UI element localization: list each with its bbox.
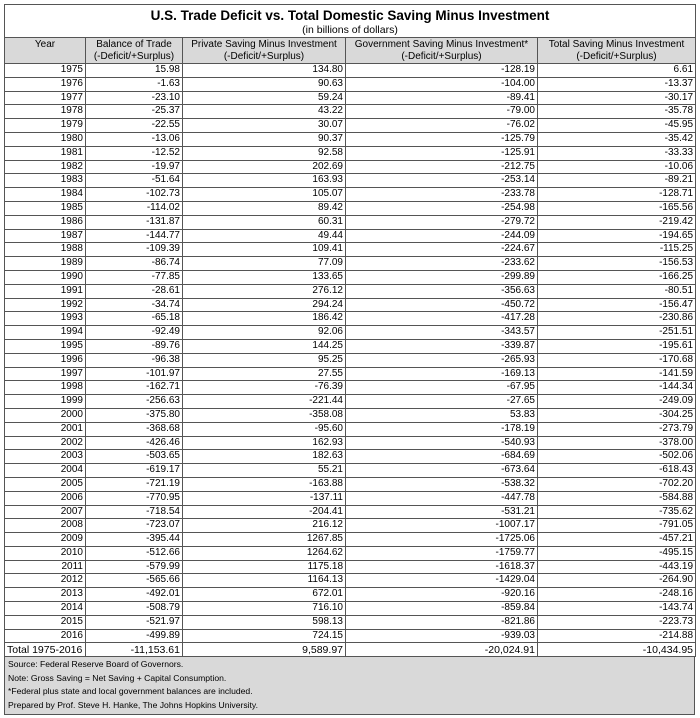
- cell-private-saving: 1264.62: [183, 546, 346, 560]
- column-header-row: [5, 38, 696, 64]
- cell-private-saving: 1267.85: [183, 533, 346, 547]
- cell-private-saving: 186.42: [183, 312, 346, 326]
- cell-year: 2013: [5, 588, 86, 602]
- cell-year: 1981: [5, 146, 86, 160]
- cell-total-saving: -248.16: [538, 588, 696, 602]
- table-row: [5, 367, 696, 381]
- cell-balance-of-trade: -565.66: [86, 574, 183, 588]
- cell-government-saving: -233.62: [346, 257, 538, 271]
- cell-balance-of-trade: -101.97: [86, 367, 183, 381]
- cell-private-saving: 105.07: [183, 188, 346, 202]
- column-header-balance-of-trade: Balance of Trade (-Deficit/+Surplus): [86, 38, 183, 64]
- cell-year: 1986: [5, 215, 86, 229]
- cell-balance-of-trade: -499.89: [86, 629, 183, 643]
- cell-year: 1977: [5, 91, 86, 105]
- cell-total-saving: -273.79: [538, 422, 696, 436]
- cell-total-saving: -80.51: [538, 284, 696, 298]
- cell-balance-of-trade: -131.87: [86, 215, 183, 229]
- cell-balance-of-trade: -12.52: [86, 146, 183, 160]
- cell-total-saving: -251.51: [538, 326, 696, 340]
- cell-total-saving: -223.73: [538, 615, 696, 629]
- cell-total-saving: -304.25: [538, 408, 696, 422]
- cell-year: 2015: [5, 615, 86, 629]
- cell-government-saving: -128.19: [346, 64, 538, 78]
- cell-government-saving: -531.21: [346, 505, 538, 519]
- cell-private-saving: -76.39: [183, 381, 346, 395]
- cell-private-saving: 163.93: [183, 174, 346, 188]
- cell-government-saving: -939.03: [346, 629, 538, 643]
- cell-private-saving: 294.24: [183, 298, 346, 312]
- cell-balance-of-trade: -89.76: [86, 339, 183, 353]
- source-note: Source: Federal Reserve Board of Governors.: [8, 659, 184, 670]
- cell-private-saving: 1175.18: [183, 560, 346, 574]
- table-row: [5, 436, 696, 450]
- cell-year: 1998: [5, 381, 86, 395]
- cell-total-saving: -170.68: [538, 353, 696, 367]
- cell-total-saving: -195.61: [538, 339, 696, 353]
- cell-balance-of-trade: -503.65: [86, 450, 183, 464]
- cell-private-saving: 1164.13: [183, 574, 346, 588]
- table-row: [5, 284, 696, 298]
- footnotes: [4, 657, 695, 715]
- cell-government-saving: -279.72: [346, 215, 538, 229]
- cell-private-saving: 133.65: [183, 270, 346, 284]
- table-row: [5, 339, 696, 353]
- table-row: [5, 546, 696, 560]
- cell-private-saving: 59.24: [183, 91, 346, 105]
- gross-saving-note: Note: Gross Saving = Net Saving + Capital Consumption.: [8, 672, 227, 683]
- cell-private-saving: -163.88: [183, 477, 346, 491]
- table-row: [5, 381, 696, 395]
- cell-total-saving: -115.25: [538, 243, 696, 257]
- cell-private-saving: 92.58: [183, 146, 346, 160]
- cell-private-saving: 276.12: [183, 284, 346, 298]
- cell-balance-of-trade: -512.66: [86, 546, 183, 560]
- cell-private-saving: 27.55: [183, 367, 346, 381]
- cell-total-saving: -502.06: [538, 450, 696, 464]
- cell-total-saving: -214.88: [538, 629, 696, 643]
- cell-total-saving: -35.42: [538, 132, 696, 146]
- table-row: [5, 395, 696, 409]
- cell-balance-of-trade: -368.68: [86, 422, 183, 436]
- table-row: [5, 574, 696, 588]
- cell-balance-of-trade: -109.39: [86, 243, 183, 257]
- cell-balance-of-trade: -22.55: [86, 119, 183, 133]
- cell-balance-of-trade: -375.80: [86, 408, 183, 422]
- cell-government-saving: -299.89: [346, 270, 538, 284]
- table-row: [5, 160, 696, 174]
- cell-year: 1988: [5, 243, 86, 257]
- cell-government-saving: -684.69: [346, 450, 538, 464]
- cell-government-saving: -254.98: [346, 201, 538, 215]
- cell-year: 2012: [5, 574, 86, 588]
- cell-private-saving: -204.41: [183, 505, 346, 519]
- table-row: [5, 77, 696, 91]
- cell-total-saving: -156.53: [538, 257, 696, 271]
- cell-balance-of-trade: -162.71: [86, 381, 183, 395]
- cell-government-saving: -224.67: [346, 243, 538, 257]
- cell-total-saving: -35.78: [538, 105, 696, 119]
- cell-total-saving: -128.71: [538, 188, 696, 202]
- cell-private-saving: 92.06: [183, 326, 346, 340]
- cell-balance-of-trade: -19.97: [86, 160, 183, 174]
- table-row: [5, 64, 696, 78]
- cell-total-saving: -230.86: [538, 312, 696, 326]
- cell-government-saving: -125.91: [346, 146, 538, 160]
- cell-total-saving: -13.37: [538, 77, 696, 91]
- cell-year: 1982: [5, 160, 86, 174]
- cell-total-saving: -89.21: [538, 174, 696, 188]
- cell-government-saving: -104.00: [346, 77, 538, 91]
- cell-total-saving: -30.17: [538, 91, 696, 105]
- cell-year: 1978: [5, 105, 86, 119]
- total-balance-of-trade: -11,153.61: [86, 643, 183, 657]
- cell-balance-of-trade: -28.61: [86, 284, 183, 298]
- cell-government-saving: -1759.77: [346, 546, 538, 560]
- cell-year: 1985: [5, 201, 86, 215]
- table-row: [5, 312, 696, 326]
- cell-private-saving: 30.07: [183, 119, 346, 133]
- cell-year: 1994: [5, 326, 86, 340]
- cell-balance-of-trade: -96.38: [86, 353, 183, 367]
- column-header-total-saving: Total Saving Minus Investment (-Deficit/+Surplus): [538, 38, 696, 64]
- cell-year: 2003: [5, 450, 86, 464]
- cell-total-saving: -618.43: [538, 464, 696, 478]
- cell-private-saving: 55.21: [183, 464, 346, 478]
- cell-government-saving: -920.16: [346, 588, 538, 602]
- cell-balance-of-trade: -619.17: [86, 464, 183, 478]
- column-header-year: Year: [5, 38, 86, 64]
- cell-total-saving: -165.56: [538, 201, 696, 215]
- cell-total-saving: -249.09: [538, 395, 696, 409]
- cell-balance-of-trade: -102.73: [86, 188, 183, 202]
- table-row: [5, 588, 696, 602]
- cell-year: 1992: [5, 298, 86, 312]
- cell-year: 2006: [5, 491, 86, 505]
- table-row: [5, 533, 696, 547]
- cell-balance-of-trade: -579.99: [86, 560, 183, 574]
- cell-balance-of-trade: -1.63: [86, 77, 183, 91]
- cell-total-saving: -166.25: [538, 270, 696, 284]
- cell-total-saving: -219.42: [538, 215, 696, 229]
- cell-private-saving: -358.08: [183, 408, 346, 422]
- cell-balance-of-trade: -770.95: [86, 491, 183, 505]
- cell-year: 1984: [5, 188, 86, 202]
- cell-total-saving: -443.19: [538, 560, 696, 574]
- cell-government-saving: -673.64: [346, 464, 538, 478]
- table-row: [5, 477, 696, 491]
- total-row: [5, 643, 696, 657]
- cell-private-saving: 134.80: [183, 64, 346, 78]
- cell-private-saving: 202.69: [183, 160, 346, 174]
- cell-government-saving: -212.75: [346, 160, 538, 174]
- cell-year: 1999: [5, 395, 86, 409]
- table-row: [5, 105, 696, 119]
- cell-year: 1993: [5, 312, 86, 326]
- table-row: [5, 174, 696, 188]
- cell-government-saving: -450.72: [346, 298, 538, 312]
- cell-government-saving: -1429.04: [346, 574, 538, 588]
- cell-total-saving: -378.00: [538, 436, 696, 450]
- cell-government-saving: -447.78: [346, 491, 538, 505]
- cell-government-saving: -343.57: [346, 326, 538, 340]
- cell-government-saving: -339.87: [346, 339, 538, 353]
- cell-total-saving: -141.59: [538, 367, 696, 381]
- cell-year: 1990: [5, 270, 86, 284]
- cell-total-saving: -791.05: [538, 519, 696, 533]
- cell-private-saving: 60.31: [183, 215, 346, 229]
- cell-private-saving: -221.44: [183, 395, 346, 409]
- cell-balance-of-trade: -492.01: [86, 588, 183, 602]
- total-total-saving: -10,434.95: [538, 643, 696, 657]
- cell-government-saving: -821.86: [346, 615, 538, 629]
- cell-year: 1995: [5, 339, 86, 353]
- cell-balance-of-trade: -13.06: [86, 132, 183, 146]
- table-row: [5, 188, 696, 202]
- cell-private-saving: 724.15: [183, 629, 346, 643]
- cell-private-saving: 598.13: [183, 615, 346, 629]
- table-row: [5, 229, 696, 243]
- table-title: U.S. Trade Deficit vs. Total Domestic Saving Minus Investment: [150, 8, 550, 23]
- cell-balance-of-trade: -395.44: [86, 533, 183, 547]
- cell-private-saving: -137.11: [183, 491, 346, 505]
- cell-government-saving: -1007.17: [346, 519, 538, 533]
- table-row: [5, 491, 696, 505]
- cell-year: 1991: [5, 284, 86, 298]
- trade-deficit-table-document: [4, 4, 695, 715]
- cell-balance-of-trade: -718.54: [86, 505, 183, 519]
- cell-total-saving: -702.20: [538, 477, 696, 491]
- cell-total-saving: -194.65: [538, 229, 696, 243]
- cell-government-saving: -79.00: [346, 105, 538, 119]
- table-row: [5, 560, 696, 574]
- cell-total-saving: -457.21: [538, 533, 696, 547]
- cell-government-saving: -538.32: [346, 477, 538, 491]
- cell-balance-of-trade: -23.10: [86, 91, 183, 105]
- data-table: [4, 4, 696, 657]
- cell-balance-of-trade: -521.97: [86, 615, 183, 629]
- cell-government-saving: -169.13: [346, 367, 538, 381]
- cell-balance-of-trade: -25.37: [86, 105, 183, 119]
- cell-balance-of-trade: -34.74: [86, 298, 183, 312]
- cell-private-saving: 216.12: [183, 519, 346, 533]
- cell-balance-of-trade: -92.49: [86, 326, 183, 340]
- cell-private-saving: 77.09: [183, 257, 346, 271]
- table-row: [5, 629, 696, 643]
- cell-total-saving: -495.15: [538, 546, 696, 560]
- cell-total-saving: -735.62: [538, 505, 696, 519]
- total-government-saving: -20,024.91: [346, 643, 538, 657]
- cell-balance-of-trade: -77.85: [86, 270, 183, 284]
- cell-year: 2010: [5, 546, 86, 560]
- cell-private-saving: 49.44: [183, 229, 346, 243]
- cell-year: 2000: [5, 408, 86, 422]
- cell-year: 1975: [5, 64, 86, 78]
- table-row: [5, 146, 696, 160]
- cell-year: 1980: [5, 132, 86, 146]
- cell-total-saving: -33.33: [538, 146, 696, 160]
- cell-year: 1979: [5, 119, 86, 133]
- cell-private-saving: 89.42: [183, 201, 346, 215]
- cell-balance-of-trade: -721.19: [86, 477, 183, 491]
- cell-private-saving: 90.63: [183, 77, 346, 91]
- cell-private-saving: 162.93: [183, 436, 346, 450]
- table-row: [5, 408, 696, 422]
- table-row: [5, 215, 696, 229]
- cell-year: 2004: [5, 464, 86, 478]
- column-header-private-saving: Private Saving Minus Investment (-Deficit/+Surplus): [183, 38, 346, 64]
- title-cell: [5, 5, 696, 38]
- cell-government-saving: -265.93: [346, 353, 538, 367]
- total-label: Total 1975-2016: [5, 643, 86, 657]
- table-row: [5, 243, 696, 257]
- cell-private-saving: 144.25: [183, 339, 346, 353]
- table-row: [5, 464, 696, 478]
- cell-government-saving: -859.84: [346, 602, 538, 616]
- cell-government-saving: -89.41: [346, 91, 538, 105]
- cell-balance-of-trade: -65.18: [86, 312, 183, 326]
- cell-government-saving: -417.28: [346, 312, 538, 326]
- cell-government-saving: -540.93: [346, 436, 538, 450]
- table-row: [5, 353, 696, 367]
- cell-year: 2007: [5, 505, 86, 519]
- table-row: [5, 422, 696, 436]
- cell-year: 2002: [5, 436, 86, 450]
- cell-government-saving: -27.65: [346, 395, 538, 409]
- cell-government-saving: -233.78: [346, 188, 538, 202]
- cell-balance-of-trade: -426.46: [86, 436, 183, 450]
- cell-balance-of-trade: -86.74: [86, 257, 183, 271]
- prepared-by-note: Prepared by Prof. Steve H. Hanke, The Johns Hopkins University.: [8, 699, 258, 710]
- cell-year: 1976: [5, 77, 86, 91]
- cell-government-saving: -76.02: [346, 119, 538, 133]
- table-row: [5, 615, 696, 629]
- cell-balance-of-trade: -508.79: [86, 602, 183, 616]
- cell-total-saving: -144.34: [538, 381, 696, 395]
- total-private-saving: 9,589.97: [183, 643, 346, 657]
- table-row: [5, 201, 696, 215]
- cell-balance-of-trade: -51.64: [86, 174, 183, 188]
- cell-year: 1983: [5, 174, 86, 188]
- cell-private-saving: 43.22: [183, 105, 346, 119]
- cell-total-saving: -584.88: [538, 491, 696, 505]
- cell-total-saving: -45.95: [538, 119, 696, 133]
- cell-year: 1996: [5, 353, 86, 367]
- cell-government-saving: -1725.06: [346, 533, 538, 547]
- cell-year: 2011: [5, 560, 86, 574]
- cell-government-saving: -125.79: [346, 132, 538, 146]
- cell-government-saving: -1618.37: [346, 560, 538, 574]
- table-row: [5, 326, 696, 340]
- table-row: [5, 91, 696, 105]
- table-body: [5, 64, 696, 643]
- cell-year: 2001: [5, 422, 86, 436]
- cell-total-saving: -156.47: [538, 298, 696, 312]
- table-row: [5, 298, 696, 312]
- table-row: [5, 132, 696, 146]
- cell-private-saving: -95.60: [183, 422, 346, 436]
- cell-year: 2008: [5, 519, 86, 533]
- column-header-government-saving: Government Saving Minus Investment* (-Deficit/+Surplus): [346, 38, 538, 64]
- cell-private-saving: 182.63: [183, 450, 346, 464]
- cell-balance-of-trade: -144.77: [86, 229, 183, 243]
- cell-government-saving: -67.95: [346, 381, 538, 395]
- table-subtitle: (in billions of dollars): [302, 24, 398, 36]
- cell-government-saving: -356.63: [346, 284, 538, 298]
- cell-private-saving: 90.37: [183, 132, 346, 146]
- table-row: [5, 270, 696, 284]
- government-footnote: *Federal plus state and local government balances are included.: [8, 686, 253, 697]
- cell-total-saving: 6.61: [538, 64, 696, 78]
- table-row: [5, 519, 696, 533]
- cell-private-saving: 95.25: [183, 353, 346, 367]
- table-row: [5, 119, 696, 133]
- cell-year: 2016: [5, 629, 86, 643]
- cell-year: 1997: [5, 367, 86, 381]
- cell-balance-of-trade: 15.98: [86, 64, 183, 78]
- cell-year: 1989: [5, 257, 86, 271]
- cell-year: 2009: [5, 533, 86, 547]
- cell-balance-of-trade: -256.63: [86, 395, 183, 409]
- cell-year: 2005: [5, 477, 86, 491]
- cell-year: 1987: [5, 229, 86, 243]
- cell-government-saving: -178.19: [346, 422, 538, 436]
- table-row: [5, 505, 696, 519]
- cell-year: 2014: [5, 602, 86, 616]
- cell-private-saving: 716.10: [183, 602, 346, 616]
- cell-total-saving: -143.74: [538, 602, 696, 616]
- cell-total-saving: -10.06: [538, 160, 696, 174]
- cell-government-saving: -253.14: [346, 174, 538, 188]
- table-row: [5, 257, 696, 271]
- table-row: [5, 450, 696, 464]
- cell-balance-of-trade: -723.07: [86, 519, 183, 533]
- cell-government-saving: -244.09: [346, 229, 538, 243]
- cell-total-saving: -264.90: [538, 574, 696, 588]
- cell-private-saving: 672.01: [183, 588, 346, 602]
- cell-balance-of-trade: -114.02: [86, 201, 183, 215]
- cell-government-saving: 53.83: [346, 408, 538, 422]
- cell-private-saving: 109.41: [183, 243, 346, 257]
- table-row: [5, 602, 696, 616]
